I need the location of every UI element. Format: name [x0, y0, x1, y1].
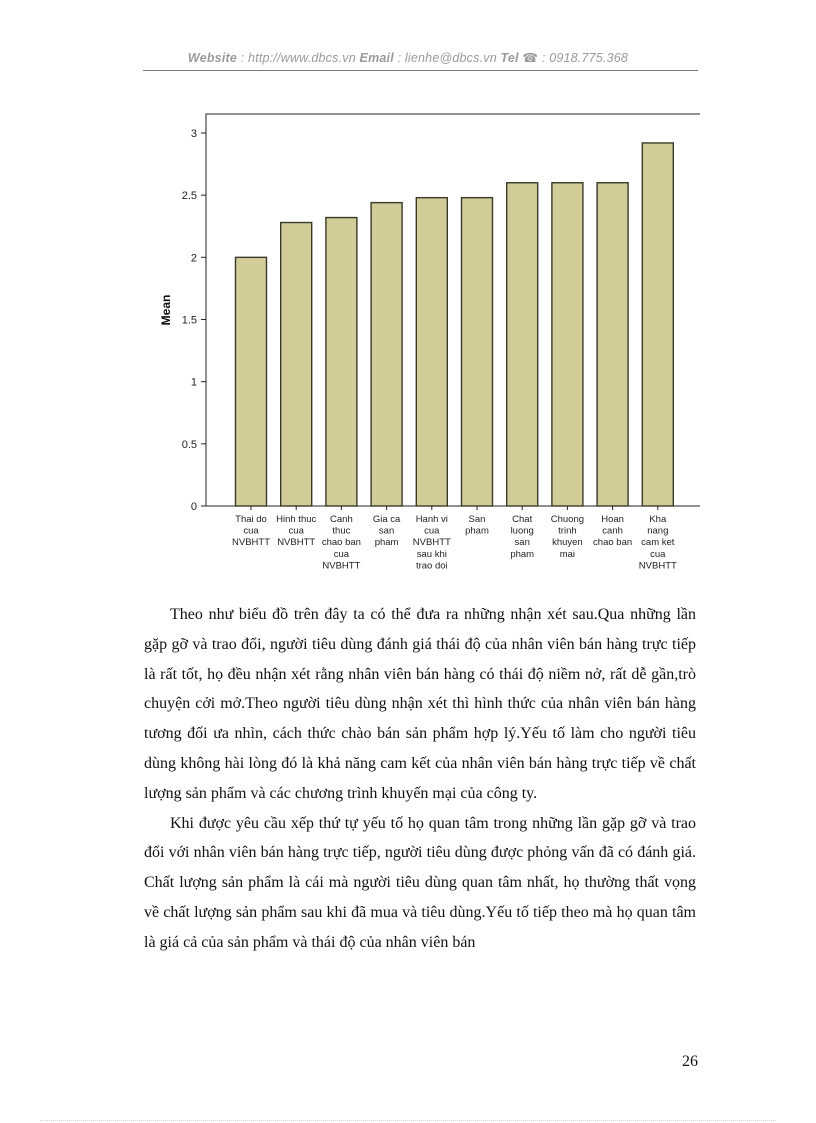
website-value: : http://www.dbcs.vn [237, 51, 360, 65]
website-label: Website [187, 51, 238, 65]
footer-divider [40, 1120, 776, 1121]
bar [326, 218, 357, 506]
bar [416, 198, 447, 506]
x-tick-label: San [468, 514, 486, 525]
x-tick-label: mai [559, 548, 576, 560]
bar [462, 198, 493, 506]
y-tick-label: 0.5 [181, 438, 197, 451]
page-number: 26 [682, 1053, 698, 1070]
x-tick-label: Thai do [235, 514, 267, 525]
y-tick-label: 3 [190, 128, 197, 140]
x-tick-label: cua [424, 525, 440, 537]
x-tick-label: san [378, 525, 395, 537]
y-tick-label: 1 [190, 376, 197, 389]
tel-label: Tel ☎ [500, 51, 539, 65]
x-tick-label: Hanh vi [415, 514, 448, 525]
email-label: Email [359, 51, 394, 65]
bar [507, 183, 538, 506]
y-tick-label: 0 [190, 501, 197, 513]
x-tick-label: chao ban [321, 537, 361, 549]
x-tick-label: san [514, 537, 530, 549]
x-tick-label: cam ket [641, 537, 675, 549]
x-tick-label: cua [288, 525, 304, 537]
y-axis-label: Mean [159, 294, 173, 326]
x-tick-label: thuc [332, 525, 351, 537]
x-tick-label: Hinh thuc [276, 514, 317, 525]
x-tick-label: NVBHTT [232, 537, 270, 549]
x-tick-label: Chat [512, 514, 533, 525]
y-tick-label: 2.5 [181, 190, 197, 203]
paragraph: Khi được yêu cầu xếp thứ tự yếu tố họ quan tâm trong những lần gặp gỡ và trao đổi với nhân viên bán hàng trực tiếp, người tiêu dùng được phỏng vấn đã có đánh giá. Chất lượng sản phẩm là cái mà người tiêu dùng quan tâm nhất, họ thường thất vọng về chất lượng sản phẩm sau khi đã mua và tiêu dùng.Yếu tố tiếp theo mà họ quan tâm là giá cả của sản phẩm và thái độ của nhân viên bán [144, 814, 696, 951]
y-tick-label: 1.5 [181, 314, 197, 327]
paragraph: Theo như biểu đồ trên đây ta có thể đưa ra những nhận xét sau.Qua những lần gặp gỡ và trao đổi, người tiêu dùng đánh giá thái độ của nhân viên bán hàng trực tiếp là rất tốt, họ đều nhận xét rằng nhân viên bán hàng có thái độ niềm nở, rất dễ gần,trò chuyện cởi mở.Theo người tiêu dùng nhận xét thì hình thức của nhân viên bán hàng tương đối ưa nhìn, cách thức chào bán sản phẩm hợp lý.Yếu tố làm cho người tiêu dùng không hài lòng đó là khả năng cam kết của nhân viên bán hàng trực tiếp về chất lượng sản phẩm và các chương trình khuyến mại của công ty. [144, 606, 696, 802]
x-tick-label: luong [510, 525, 534, 537]
body-text [144, 600, 696, 958]
x-tick-label: trao doi [415, 560, 448, 572]
x-tick-label: cua [650, 548, 666, 560]
x-tick-label: Gia ca [372, 514, 401, 525]
x-tick-label: NVBHTT [277, 537, 316, 549]
bar [371, 203, 402, 506]
x-tick-label: Chuong [550, 514, 585, 525]
x-tick-label: pham [465, 525, 489, 537]
x-tick-label: NVBHTT [322, 560, 361, 572]
header-divider [143, 70, 698, 71]
page-header [0, 50, 816, 70]
x-tick-label: Canh [330, 514, 353, 525]
y-tick-label: 2 [190, 252, 197, 265]
x-tick-label: nang [647, 525, 669, 537]
x-tick-label: pham [374, 537, 399, 549]
mean-bar-chart [150, 108, 700, 588]
x-tick-label: pham [510, 548, 535, 560]
x-tick-label: Kha [649, 514, 667, 525]
x-tick-label: khuyen [552, 537, 583, 549]
bar [597, 183, 628, 506]
bar [642, 143, 673, 506]
x-tick-label: trinh [558, 525, 577, 537]
x-tick-label: chao ban [593, 537, 633, 549]
tel-value: : 0918.775.368 [538, 51, 629, 65]
x-tick-label: cua [243, 525, 259, 537]
email-value: : lienhe@dbcs.vn [393, 51, 501, 65]
x-tick-label: canh [602, 525, 623, 537]
x-tick-label: sau khi [416, 548, 447, 560]
x-tick-label: NVBHTT [638, 560, 677, 572]
x-tick-label: cua [333, 548, 350, 560]
bar [236, 257, 267, 506]
bar [281, 223, 312, 506]
x-tick-label: NVBHTT [412, 537, 451, 549]
bar [552, 183, 583, 506]
x-tick-label: Hoan [601, 514, 624, 525]
